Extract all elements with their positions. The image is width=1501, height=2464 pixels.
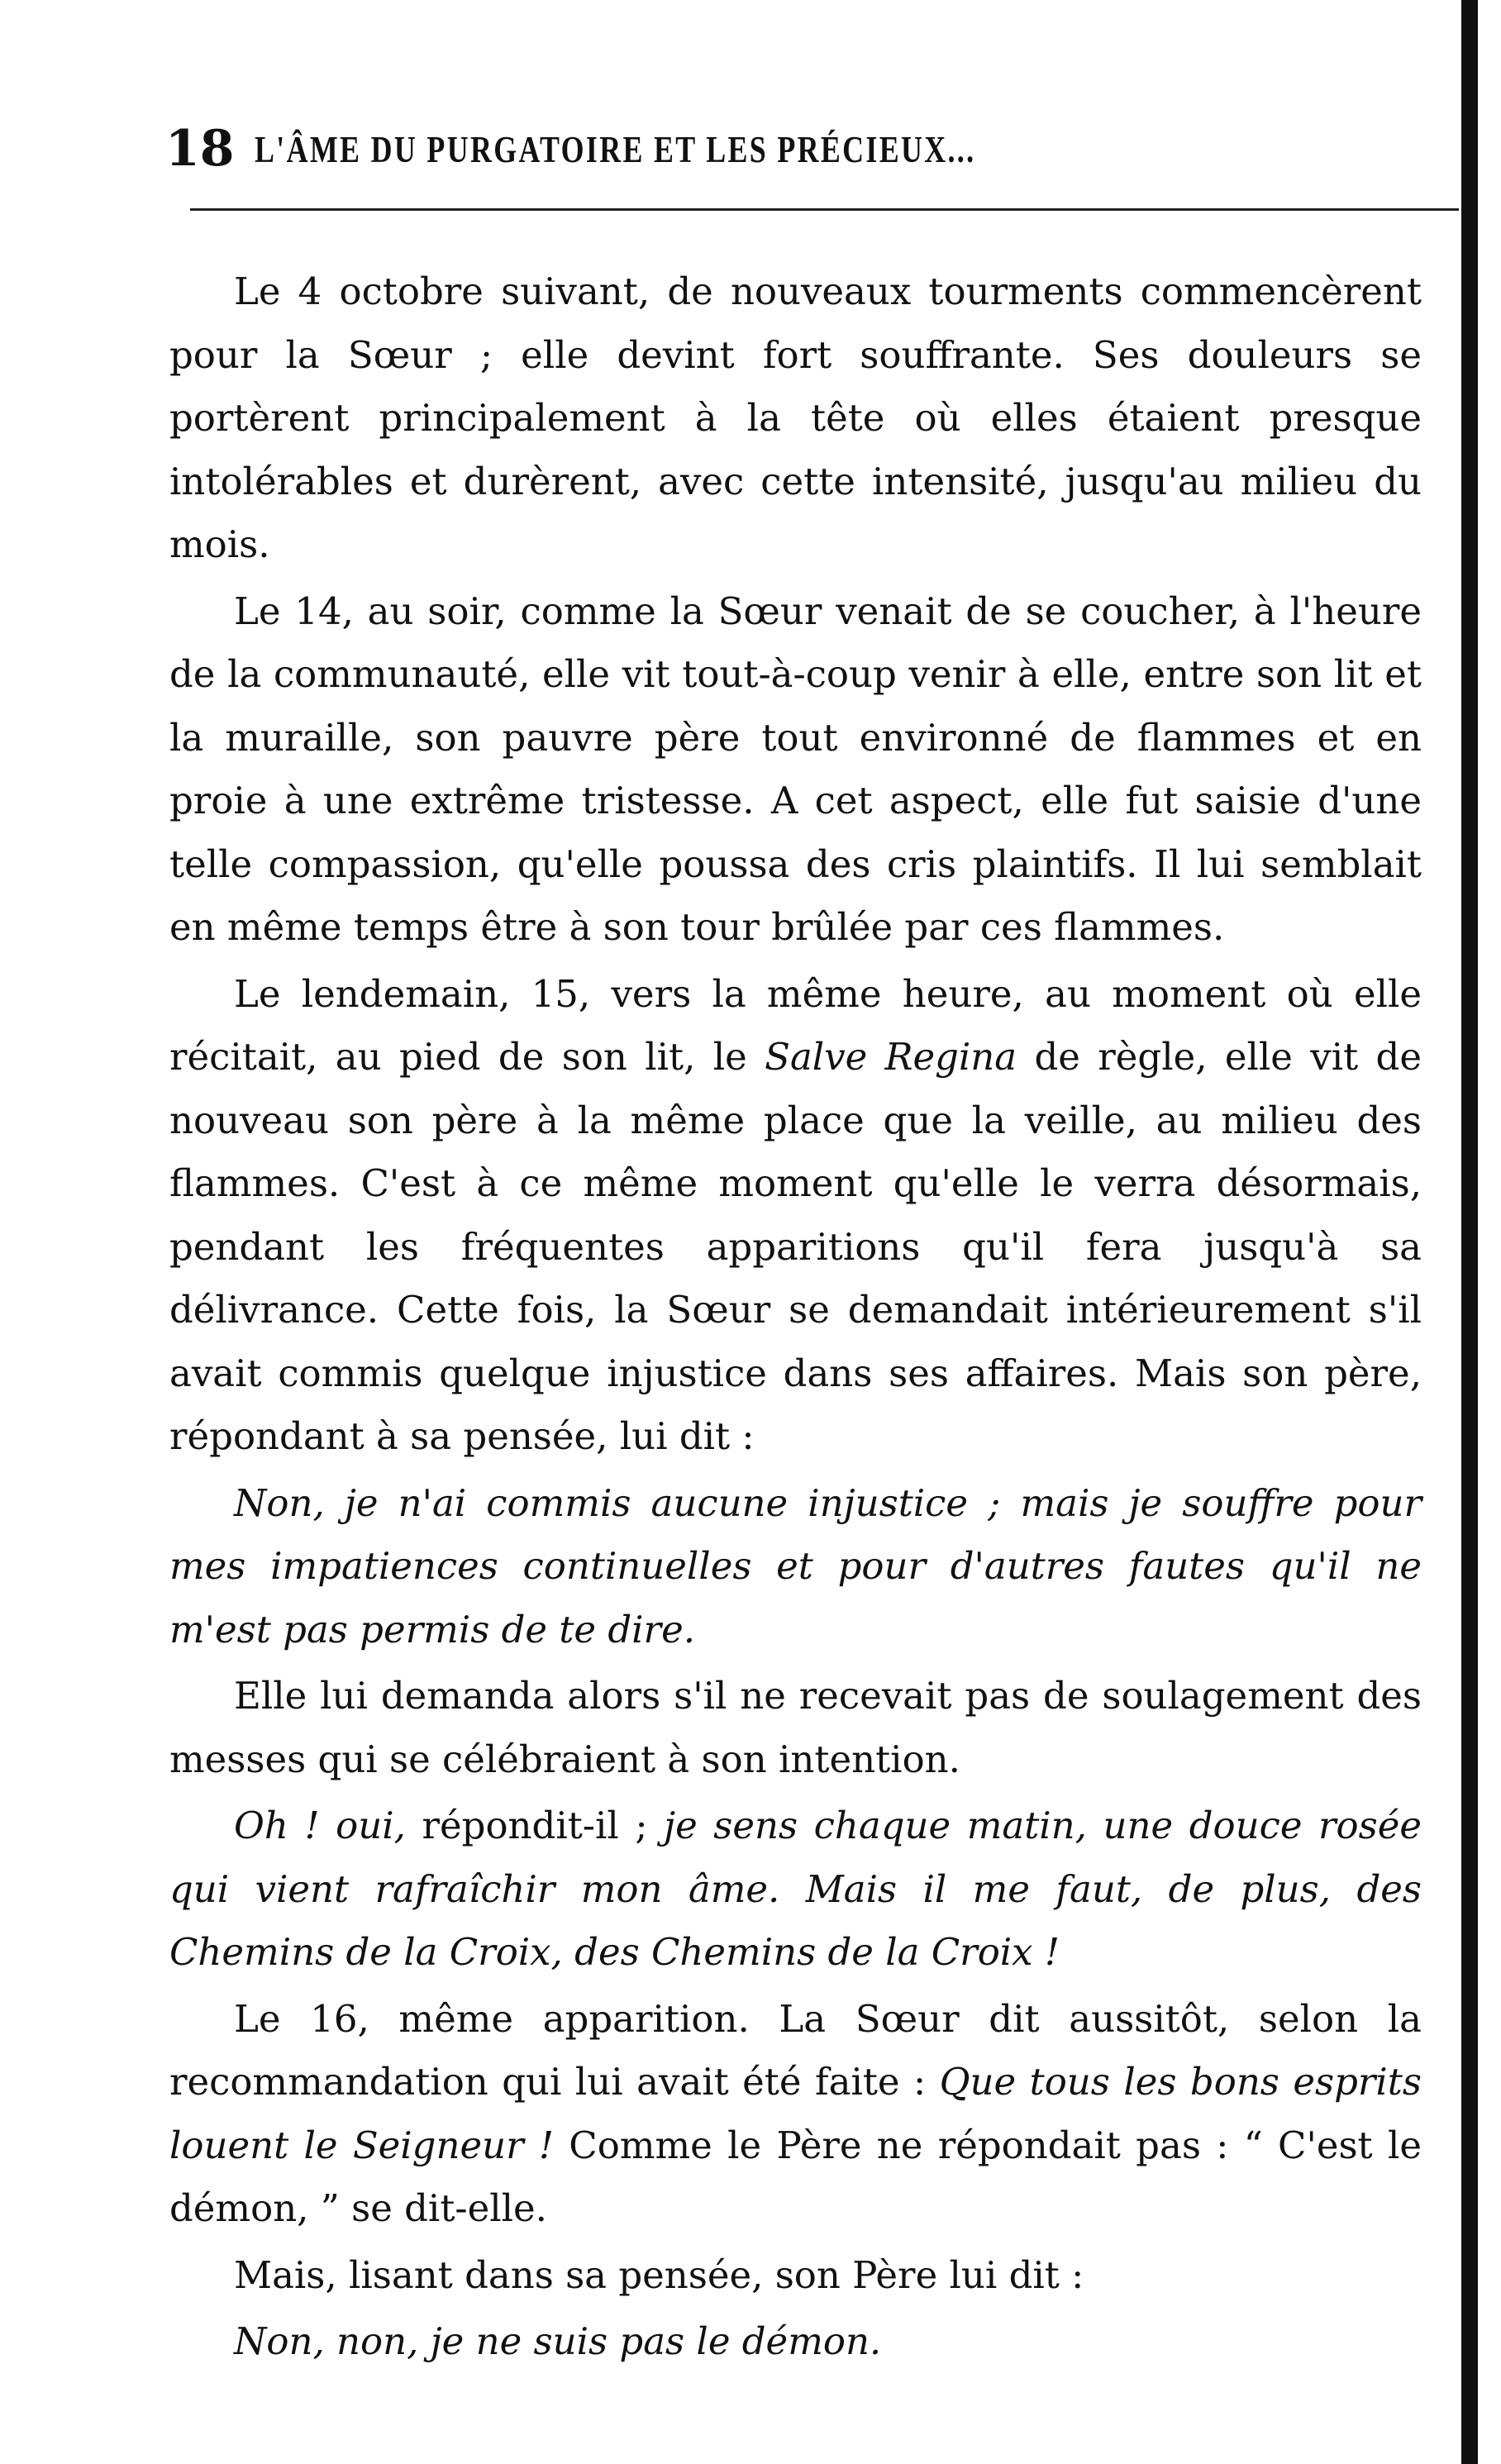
page-edge-border	[1461, 0, 1478, 2464]
paragraph: Le 16, même apparition. La Sœur dit aussitôt, selon la recommandation qui lui avait été faite : Que tous les bons esprits louent le Seigneur ! Comme le Père ne répondait pas : “ C'est le démon, ” se dit-elle.	[169, 1996, 1422, 2230]
italic-prayer-title: Salve Regina	[765, 1035, 1017, 1079]
page-number: 18	[165, 120, 235, 178]
paragraph: Le 14, au soir, comme la Sœur venait de se coucher, à l'heure de la communauté, elle vit tout-à-coup venir à elle, entre son lit et la muraille, son pauvre père tout environné de flammes et en proie à une extrême tristesse. A cet aspect, elle fut saisie d'une telle compassion, qu'elle poussa des cris plaintifs. Il lui semblait en même temps être à son tour brûlée par ces flammes.	[169, 589, 1422, 949]
paragraph: Elle lui demanda alors s'il ne recevait pas de soulagement des messes qui se célébraient à son intention.	[169, 1674, 1422, 1781]
page-body	[169, 260, 1422, 2374]
paragraph-quote: Oh ! oui, répondit-il ; je sens chaque matin, une douce rosée qui vient rafraîchir mon âme. Mais il me faut, de plus, des Chemins de la Croix, des Chemins de la Croix !	[169, 1804, 1422, 1974]
paragraph-quote: Non, non, je ne suis pas le démon.	[234, 2319, 882, 2363]
paragraph: Le lendemain, 15, vers la même heure, au moment où elle récitait, au pied de son lit, le Salve Regina de règle, elle vit de nouveau son père à la même place que la veille, au milieu des flammes. C'est à ce même moment qu'elle le verra désormais, pendant les fréquentes apparitions qu'il fera jusqu'à sa délivrance. Cette fois, la Sœur se demandait intérieurement s'il avait commis quelque injustice dans ses affaires. Mais son père, répondant à sa pensée, lui dit :	[169, 971, 1422, 1458]
paragraph: Mais, lisant dans sa pensée, son Père lui dit :	[234, 2252, 1084, 2297]
running-title: L'ÂME DU PURGATOIRE ET LES PRÉCIEUX...	[254, 127, 975, 170]
page-header	[165, 116, 1438, 182]
header-rule	[190, 208, 1459, 211]
paragraph-quote: Non, je n'ai commis aucune injustice ; mais je souffre pour mes impatiences continuelles et pour d'autres fautes qu'il ne m'est pas permis de te dire.	[169, 1480, 1422, 1651]
paragraph: Le 4 octobre suivant, de nouveaux tourments commencèrent pour la Sœur ; elle devint fort souffrante. Ses douleurs se portèrent principalement à la tête où elles étaient presque intolérables et durèrent, avec cette intensité, jusqu'au milieu du mois.	[169, 269, 1422, 566]
